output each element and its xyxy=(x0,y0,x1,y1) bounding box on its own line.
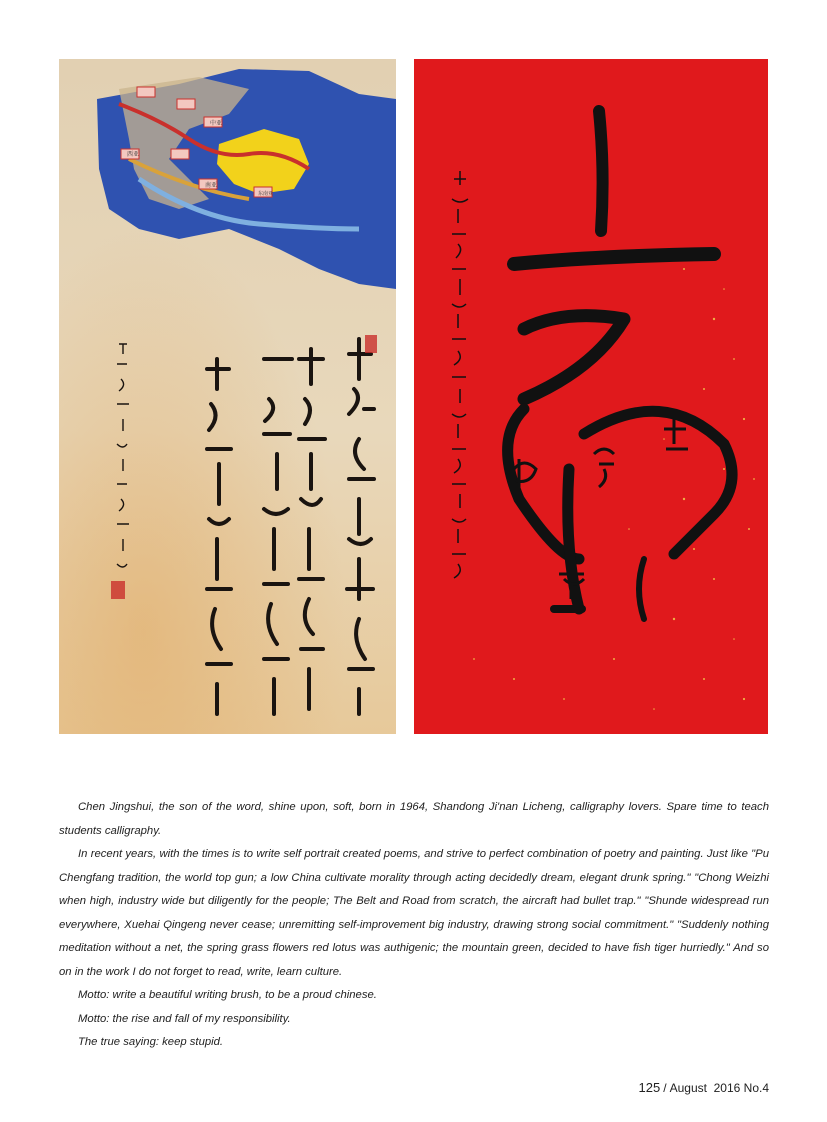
page-separator: / xyxy=(663,1081,667,1095)
page-footer xyxy=(639,1080,769,1095)
calligraphy-map-image xyxy=(59,59,396,734)
motto-line-2: Motto: the rise and fall of my responsibility. xyxy=(78,1012,291,1025)
page-number: 125 xyxy=(638,1080,661,1095)
issue-label: August 2016 No.4 xyxy=(669,1081,769,1095)
map-label-south-asia: 南亚 xyxy=(205,182,218,189)
seal-stamp-top xyxy=(365,335,377,353)
red-calligraphy-artwork xyxy=(414,59,768,734)
seal-stamp-bottom xyxy=(111,581,125,599)
map-label-southeast-asia: 东南亚 xyxy=(258,191,274,197)
paragraph-works: In recent years, with the times is to write self portrait created poems, and strive to perfect combination of poetry and painting. Just like "Pu Chengfang tradition, the world top gun; a low China cultivate morality through acting decidedly dream, elegant drunk spring." "Chong Weizhi when high, industry wide but diligently for the people; The Belt and Road from scratch, the aircraft had bullet trap." "Shunde widespread run everywhere, Xuehai Qingeng never cease; unremitting self-improvement big industry, drawing strong social commitment." "Suddenly nothing meditation without a net, the spring grass flowers red lotus was authigenic; the mountain green, decided to have fish tiger hurriedly." And so on in the work I do not forget to read, write, learn culture. xyxy=(59,848,769,978)
paragraph-bio: Chen Jingshui, the son of the word, shine upon, soft, born in 1964, Shandong Ji'nan Licheng, calligraphy lovers. Spare time to teach students calligraphy. xyxy=(59,801,769,837)
map-label-central-asia: 中亚 xyxy=(210,120,223,127)
motto-line-3: The true saying: keep stupid. xyxy=(78,1036,224,1048)
motto-line-1: Motto: write a beautiful writing brush, to be a proud chinese. xyxy=(78,989,377,1001)
red-calligraphy-image xyxy=(414,59,768,734)
article-body xyxy=(59,796,769,1055)
map-label-west-asia: 西亚 xyxy=(127,151,140,158)
calligraphy-map-artwork xyxy=(59,59,396,734)
